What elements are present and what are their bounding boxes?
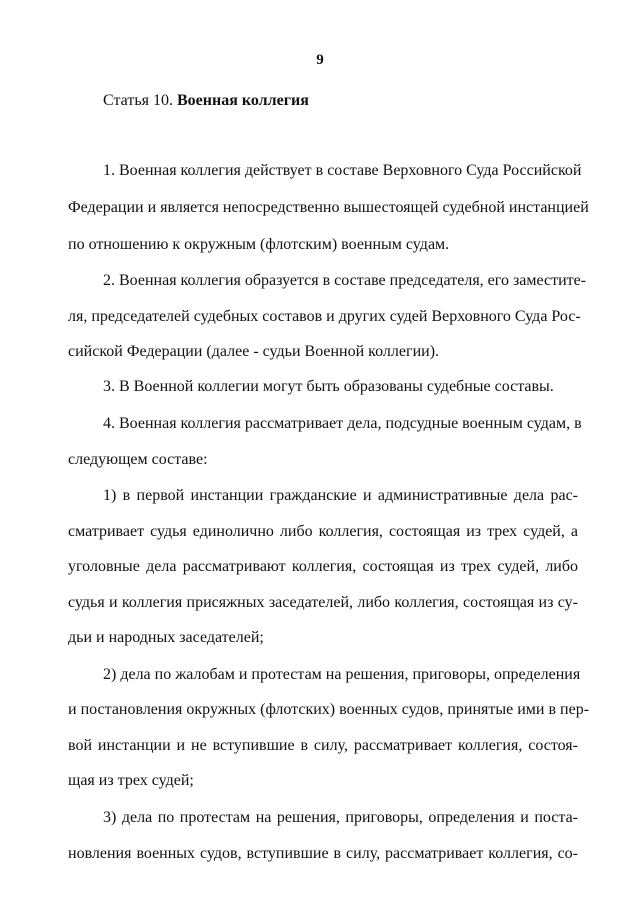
text-line: 1. Военная коллегия действует в составе Верховного Суда Российской <box>103 162 582 179</box>
text-line: ля, председателей судебных составов и других судей Верховного Суда Рос- <box>68 308 581 325</box>
text-line: вой инстанции и не вступившие в силу, рассматривает коллегия, состоя- <box>68 737 578 754</box>
text-line: по отношению к окружным (флотским) военным судам. <box>68 236 450 253</box>
article-title: Военная коллегия <box>176 92 309 109</box>
text-line: 3. В Военной коллегии могут быть образованы судебные составы. <box>103 378 554 395</box>
text-line: 1) в первой инстанции гражданские и административные дела рас- <box>103 487 578 504</box>
text-line: 3) дела по протестам на решения, приговоры, определения и поста- <box>103 809 578 826</box>
text-line: сматривает судья единолично либо коллегия, состоящая из трех судей, а <box>68 523 578 540</box>
text-line: сийской Федерации (далее - судьи Военной коллегии). <box>68 343 440 360</box>
text-line: и постановления окружных (флотских) военных судов, принятые ими в пер- <box>68 701 590 718</box>
text-line: 4. Военная коллегия рассматривает дела, подсудные военным судам, в <box>103 415 582 432</box>
text-line: следующем составе: <box>68 451 208 468</box>
text-line: 2. Военная коллегия образуется в составе председателя, его заместите- <box>103 272 587 289</box>
article-label: Статья 10. <box>103 92 173 109</box>
text-line: дьи и народных заседателей; <box>68 629 264 646</box>
text-line: Федерации и является непосредственно вышестоящей судебной инстанцией <box>68 199 589 216</box>
text-line: новления военных судов, вступившие в силу, рассматривает коллегия, со- <box>68 845 578 862</box>
article-heading <box>103 92 309 110</box>
text-line: 2) дела по жалобам и протестам на решения, приговоры, определения <box>103 666 581 683</box>
text-line: судья и коллегия присяжных заседателей, либо коллегия, состоящая из су- <box>68 594 578 611</box>
text-line: уголовные дела рассматривают коллегия, состоящая из трех судей, либо <box>68 558 578 575</box>
text-line: щая из трех судей; <box>68 772 194 789</box>
page-number: 9 <box>316 52 324 68</box>
